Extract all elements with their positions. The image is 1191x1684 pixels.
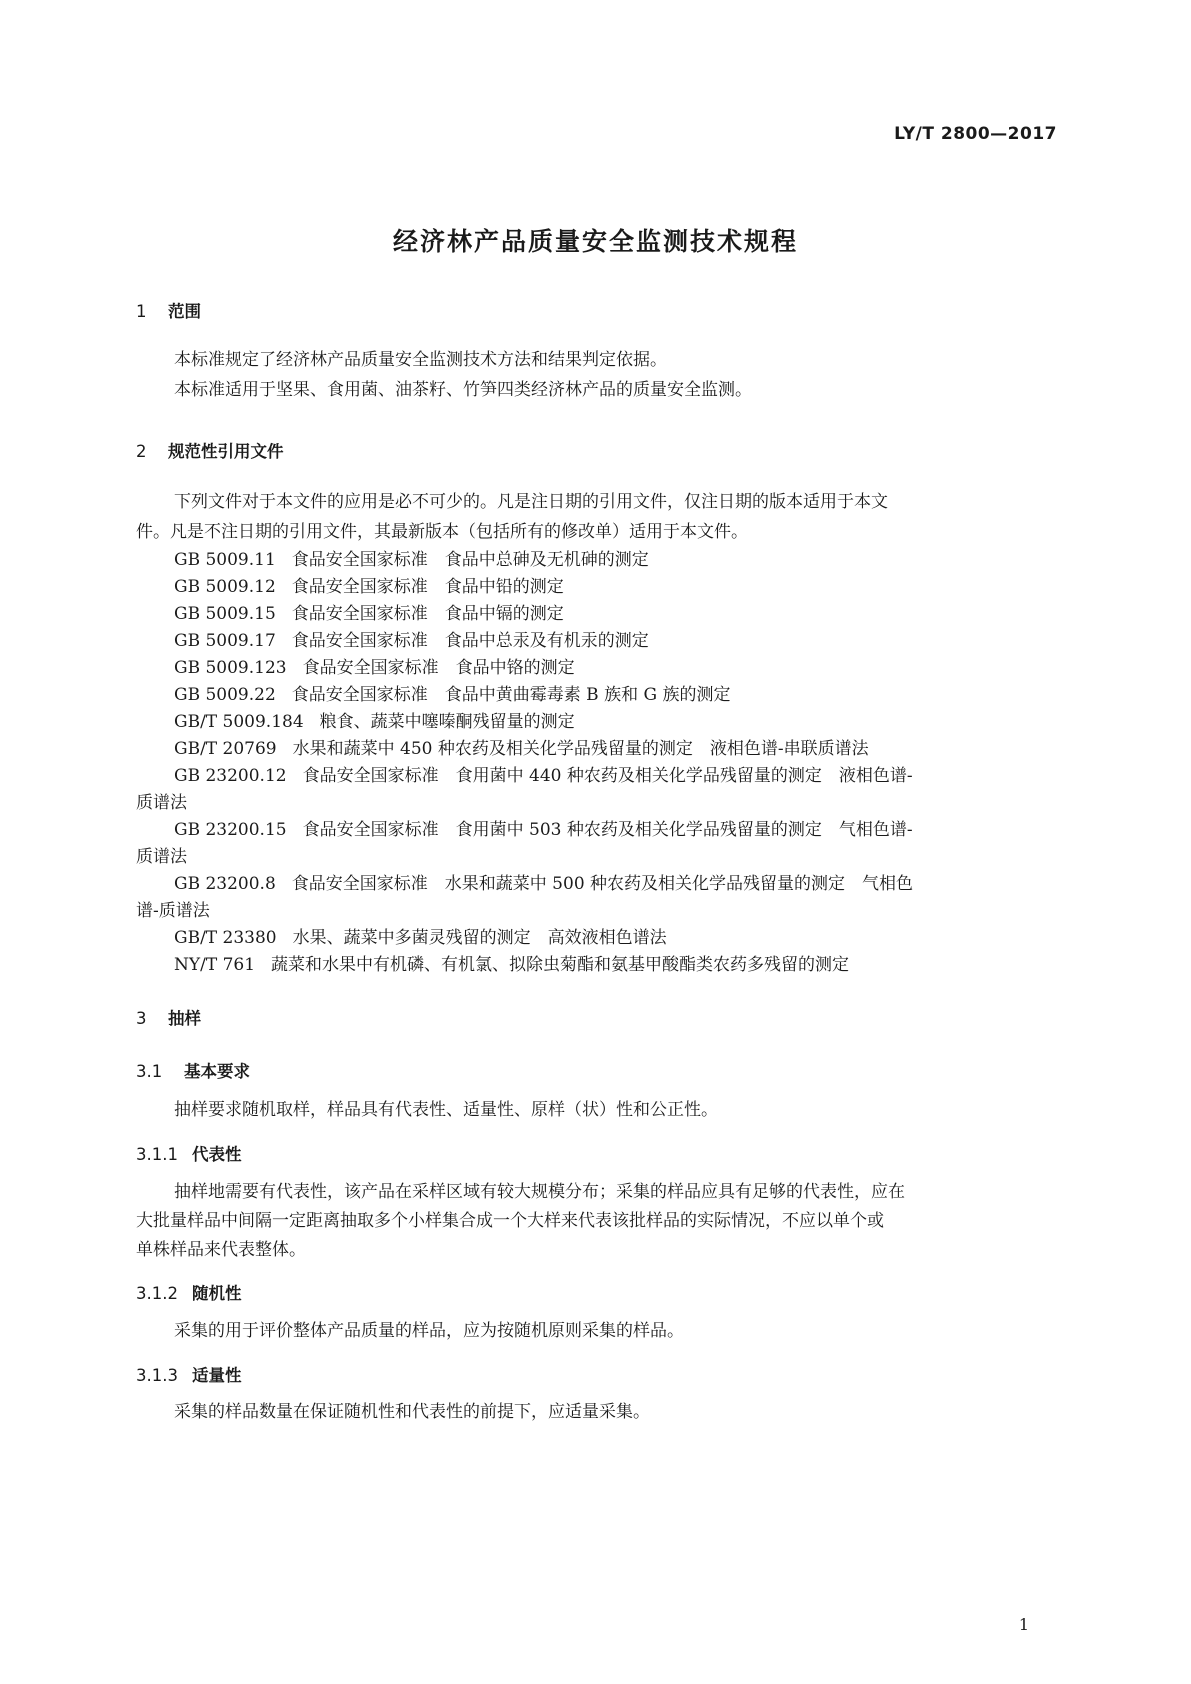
section-3-heading — [136, 1005, 201, 1029]
section-number: 3.1.1 — [136, 1145, 178, 1164]
reference-item — [174, 734, 869, 759]
reference-title: 食品安全国家标准 食品中黄曲霉毒素 B 族和 G 族的测定 — [291, 685, 731, 705]
reference-title: 食品安全国家标准 食用菌中 440 种农药及相关化学品残留量的测定 液相色谱- — [302, 766, 913, 786]
section-number: 3.1 — [136, 1062, 163, 1081]
reference-item — [174, 599, 564, 624]
section-title: 适量性 — [192, 1366, 242, 1385]
reference-item — [174, 572, 564, 597]
reference-code: GB 5009.11 — [174, 550, 276, 570]
reference-item — [174, 815, 913, 840]
paragraph: 抽样地需要有代表性，该产品在采样区域有较大规模分布；采集的样品应具有足够的代表性，应在 — [174, 1182, 905, 1202]
section-number: 1 — [136, 302, 147, 321]
reference-code: GB 5009.12 — [174, 577, 276, 597]
reference-continuation: 谱-质谱法 — [136, 901, 210, 921]
section-title: 基本要求 — [184, 1062, 250, 1081]
reference-title: 水果和蔬菜中 450 种农药及相关化学品残留量的测定 液相色谱-串联质谱法 — [292, 739, 869, 759]
reference-item — [174, 950, 849, 975]
document-title: 经济林产品质量安全监测技术规程 — [392, 227, 798, 256]
reference-code: GB 23200.8 — [174, 874, 276, 894]
reference-title: 水果、蔬菜中多菌灵残留的测定 高效液相色谱法 — [292, 928, 667, 948]
reference-title: 食品安全国家标准 食用菌中 503 种农药及相关化学品残留量的测定 气相色谱- — [302, 820, 913, 840]
section-3-1-heading — [136, 1058, 250, 1082]
reference-code: GB/T 20769 — [174, 739, 277, 759]
reference-item — [174, 626, 649, 651]
reference-item — [174, 680, 730, 705]
reference-title: 食品安全国家标准 水果和蔬菜中 500 种农药及相关化学品残留量的测定 气相色 — [291, 874, 914, 894]
reference-title: 食品安全国家标准 食品中镉的测定 — [291, 604, 564, 624]
section-3-1-1-heading — [136, 1141, 242, 1165]
reference-continuation: 质谱法 — [136, 847, 187, 867]
reference-code: GB 5009.17 — [174, 631, 276, 651]
paragraph: 抽样要求随机取样，样品具有代表性、适量性、原样（状）性和公正性。 — [174, 1100, 718, 1120]
section-title: 抽样 — [168, 1009, 201, 1028]
standard-code: LY/T 2800—2017 — [894, 124, 1057, 144]
reference-item — [174, 707, 575, 732]
paragraph: 大批量样品中间隔一定距离抽取多个小样集合成一个大样来代表该批样品的实际情况，不应以单个或 — [136, 1211, 884, 1231]
paragraph: 采集的用于评价整体产品质量的样品，应为按随机原则采集的样品。 — [174, 1321, 684, 1341]
reference-title: 食品安全国家标准 食品中铅的测定 — [291, 577, 564, 597]
reference-title: 蔬菜和水果中有机磷、有机氯、拟除虫菊酯和氨基甲酸酯类农药多残留的测定 — [271, 955, 850, 975]
reference-code: GB 5009.15 — [174, 604, 276, 624]
reference-item — [174, 869, 913, 894]
section-2-heading — [136, 438, 284, 462]
section-title: 随机性 — [192, 1284, 242, 1303]
paragraph: 件。凡是不注日期的引用文件，其最新版本（包括所有的修改单）适用于本文件。 — [136, 522, 748, 542]
paragraph: 单株样品来代表整体。 — [136, 1240, 306, 1260]
reference-item — [174, 545, 649, 570]
section-title: 范围 — [168, 302, 201, 321]
reference-continuation: 质谱法 — [136, 793, 187, 813]
paragraph: 下列文件对于本文件的应用是必不可少的。凡是注日期的引用文件，仅注日期的版本适用于本文 — [174, 492, 888, 512]
reference-code: GB/T 5009.184 — [174, 712, 304, 732]
reference-code: GB 5009.123 — [174, 658, 287, 678]
reference-item — [174, 761, 913, 786]
reference-item — [174, 653, 575, 678]
section-number: 3.1.2 — [136, 1284, 178, 1303]
paragraph: 采集的样品数量在保证随机性和代表性的前提下，应适量采集。 — [174, 1402, 650, 1422]
page-number: 1 — [1018, 1615, 1029, 1634]
paragraph: 本标准适用于坚果、食用菌、油茶籽、竹笋四类经济林产品的质量安全监测。 — [174, 380, 752, 400]
section-title: 代表性 — [192, 1145, 242, 1164]
section-1-heading — [136, 298, 201, 322]
section-number: 3 — [136, 1009, 147, 1028]
reference-code: GB 23200.12 — [174, 766, 287, 786]
reference-code: GB/T 23380 — [174, 928, 277, 948]
section-number: 3.1.3 — [136, 1366, 178, 1385]
reference-title: 食品安全国家标准 食品中铬的测定 — [302, 658, 575, 678]
section-3-1-2-heading — [136, 1280, 242, 1304]
section-3-1-3-heading — [136, 1362, 242, 1386]
reference-title: 粮食、蔬菜中噻嗪酮残留量的测定 — [319, 712, 575, 732]
reference-code: NY/T 761 — [174, 955, 256, 975]
section-number: 2 — [136, 442, 147, 461]
reference-code: GB 23200.15 — [174, 820, 287, 840]
reference-title: 食品安全国家标准 食品中总砷及无机砷的测定 — [291, 550, 649, 570]
reference-code: GB 5009.22 — [174, 685, 276, 705]
reference-title: 食品安全国家标准 食品中总汞及有机汞的测定 — [291, 631, 649, 651]
section-title: 规范性引用文件 — [168, 442, 284, 461]
paragraph: 本标准规定了经济林产品质量安全监测技术方法和结果判定依据。 — [174, 350, 667, 370]
reference-item — [174, 923, 667, 948]
